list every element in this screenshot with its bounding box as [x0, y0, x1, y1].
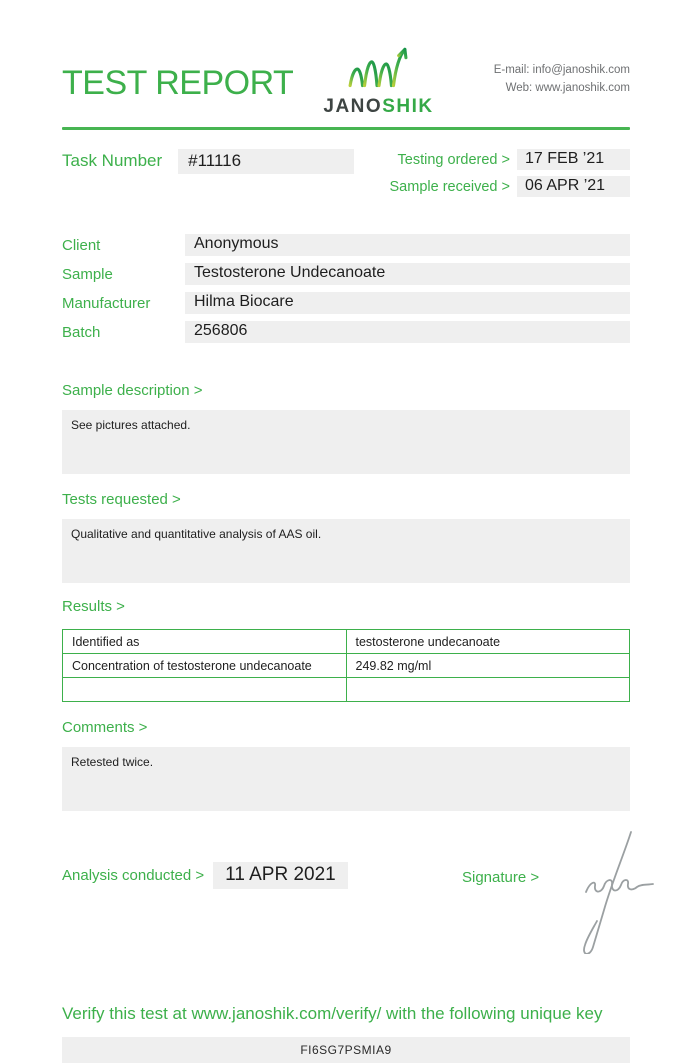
- sample-received-label: Sample received >: [389, 178, 510, 195]
- table-row: [63, 654, 630, 678]
- sample-info-block: [62, 234, 630, 343]
- task-section: [62, 149, 630, 197]
- contact-web: Web: www.janoshik.com: [505, 81, 630, 94]
- results-cell-identified-value: testosterone undecanoate: [346, 630, 630, 654]
- testing-ordered-label: Testing ordered >: [397, 151, 510, 168]
- results-section: [62, 598, 630, 702]
- growth-chart-icon: [347, 46, 409, 95]
- testing-ordered-value: 17 FEB ’21: [517, 149, 630, 170]
- janoshik-logo: [323, 46, 433, 118]
- results-cell-identified-label: Identified as: [63, 630, 347, 654]
- manufacturer-value: Hilma Biocare: [185, 292, 630, 314]
- tests-requested-heading: Tests requested >: [62, 491, 181, 508]
- batch-label: Batch: [62, 323, 101, 341]
- tests-requested-section: [62, 491, 630, 583]
- sample-value: Testosterone Undecanoate: [185, 263, 630, 285]
- results-cell-concentration-label: Concentration of testosterone undecanoate: [63, 654, 347, 678]
- testing-ordered-row: [390, 149, 631, 170]
- info-row-batch: [62, 321, 630, 343]
- results-cell-concentration-value: 249.82 mg/ml: [346, 654, 630, 678]
- results-table: [62, 629, 630, 702]
- table-row: [63, 678, 630, 702]
- client-label: Client: [62, 236, 101, 254]
- logo-wordmark: [323, 96, 433, 118]
- contact-email: E-mail: info@janoshik.com: [493, 64, 630, 76]
- results-heading: Results >: [62, 598, 125, 615]
- comments-heading: Comments >: [62, 719, 148, 736]
- report-header: [62, 46, 630, 117]
- logo-word-green: SHIK: [382, 96, 434, 117]
- signature-icon: [552, 824, 662, 959]
- info-row-sample: [62, 263, 630, 285]
- sample-description-box: See pictures attached.: [62, 410, 630, 474]
- info-row-client: [62, 234, 630, 256]
- results-cell-empty-value: [346, 678, 630, 702]
- tests-requested-box: Qualitative and quantitative analysis of AAS oil.: [62, 519, 630, 583]
- unique-key-value: FI6SG7PSMIA9: [300, 1043, 392, 1057]
- task-number-label: Task Number: [62, 151, 163, 170]
- contact-info: [494, 62, 630, 98]
- sample-label: Sample: [62, 265, 113, 283]
- signature-label: Signature >: [462, 869, 540, 886]
- page-title: TEST REPORT: [62, 64, 294, 102]
- analysis-signature-row: [62, 862, 630, 972]
- results-cell-empty-label: [63, 678, 347, 702]
- comments-box: Retested twice.: [62, 747, 630, 811]
- manufacturer-label: Manufacturer: [62, 294, 151, 312]
- header-divider: [62, 127, 630, 130]
- logo-word-dark: JANO: [323, 96, 383, 117]
- comments-section: [62, 719, 630, 811]
- info-row-manufacturer: [62, 292, 630, 314]
- task-number-value: #11116: [178, 149, 354, 174]
- table-row: [63, 630, 630, 654]
- verify-text: Verify this test at www.janoshik.com/verify/ with the following unique key: [62, 1004, 603, 1023]
- sample-description-section: [62, 382, 630, 474]
- sample-description-heading: Sample description >: [62, 382, 203, 399]
- analysis-conducted-label: Analysis conducted >: [62, 867, 205, 884]
- sample-received-value: 06 APR ’21: [517, 176, 630, 197]
- analysis-conducted-value: 11 APR 2021: [213, 862, 348, 889]
- batch-value: 256806: [185, 321, 630, 343]
- sample-received-row: [390, 176, 631, 197]
- unique-key-box: [62, 1037, 630, 1063]
- client-value: Anonymous: [185, 234, 630, 256]
